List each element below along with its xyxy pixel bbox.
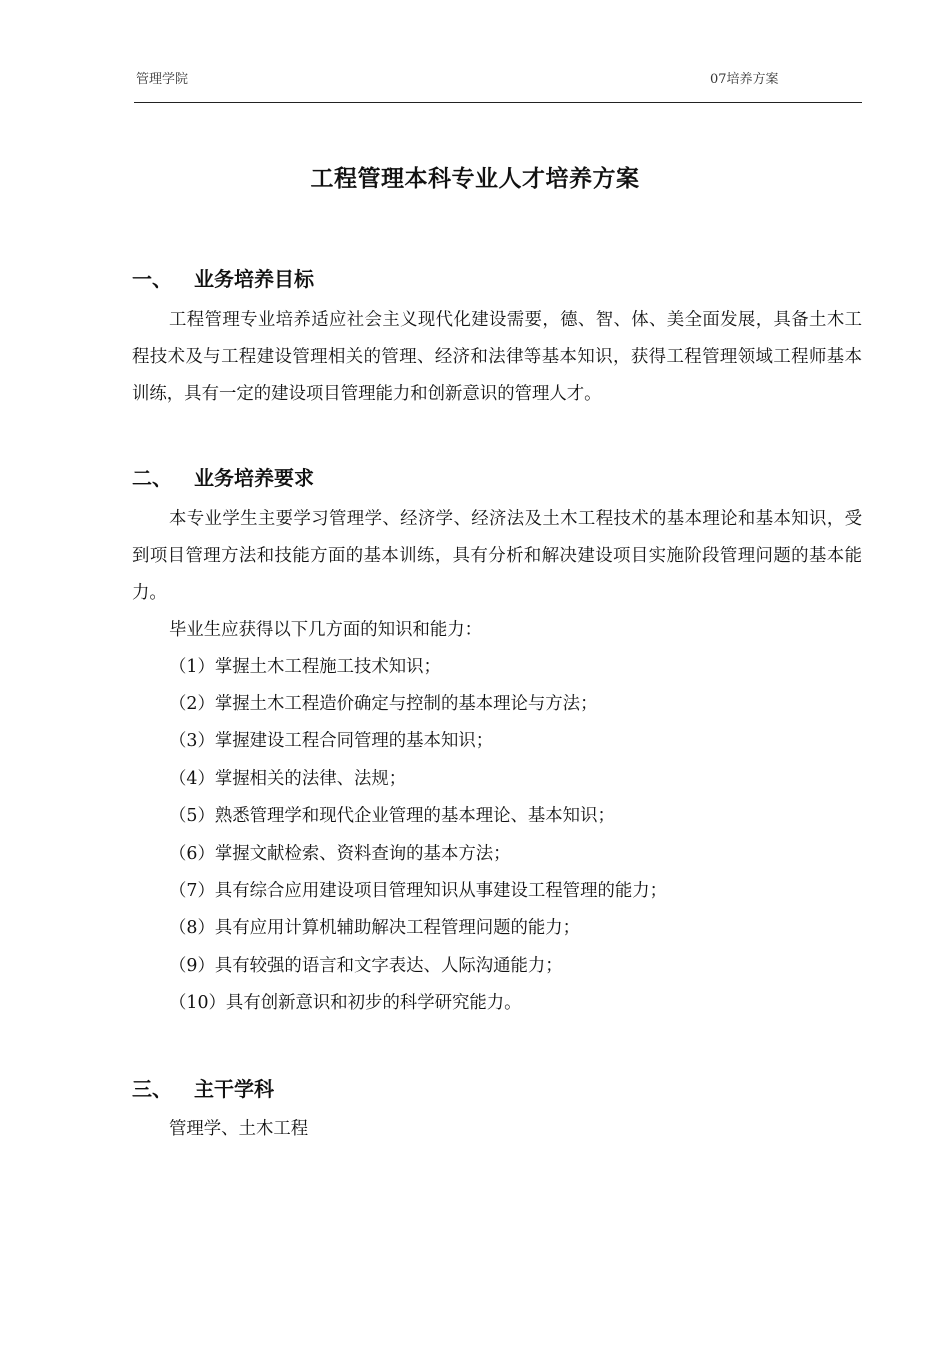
list-text: 掌握土木工程造价确定与控制的基本理论与方法；	[214, 694, 598, 714]
section-heading-1	[132, 263, 314, 292]
list-item	[169, 649, 441, 686]
list-text: 掌握文献检索、资料查询的基本方法；	[214, 844, 511, 864]
list-index: （9）	[169, 956, 215, 976]
list-text: 熟悉管理学和现代企业管理的基本理论、基本知识；	[214, 806, 615, 826]
list-index: （1）	[169, 657, 215, 677]
list-index: （6）	[169, 844, 215, 864]
paragraph: 工程管理专业培养适应社会主义现代化建设需要，德、智、体、美全面发展，具备土木工程技术及与工程建设管理相关的管理、经济和法律等基本知识，获得工程管理领域工程师基本训练，具有一定的建设项目管理能力和创新意识的管理人才。	[132, 310, 862, 404]
header-document-label: 07培养方案	[710, 72, 779, 87]
list-text: 具有创新意识和初步的科学研究能力。	[225, 993, 522, 1013]
section-number: 三、	[132, 1077, 172, 1101]
list-item	[169, 761, 406, 798]
list-item	[169, 836, 511, 873]
list-text: 掌握相关的法律、法规；	[214, 769, 407, 789]
list-item	[169, 873, 667, 910]
paragraph: 本专业学生主要学习管理学、经济学、经济法及土木工程技术的基本理论和基本知识，受到项目管理方法和技能方面的基本训练，具有分析和解决建设项目实施阶段管理问题的基本能力。	[132, 509, 862, 603]
page-header	[134, 66, 862, 103]
list-item	[169, 723, 493, 760]
list-text: 掌握建设工程合同管理的基本知识；	[214, 731, 494, 751]
list-item	[169, 798, 615, 835]
list-index: （5）	[169, 806, 215, 826]
section-title: 业务培养要求	[194, 466, 314, 490]
list-text: 掌握土木工程施工技术知识；	[214, 657, 441, 677]
list-item	[169, 686, 597, 723]
list-index: （2）	[169, 694, 215, 714]
paragraph: 管理学、土木工程	[169, 1119, 309, 1139]
list-index: （7）	[169, 881, 215, 901]
list-index: （4）	[169, 769, 215, 789]
list-text: 具有较强的语言和文字表达、人际沟通能力；	[214, 956, 563, 976]
paragraph: 毕业生应获得以下几方面的知识和能力：	[169, 620, 483, 640]
section-number: 一、	[132, 267, 172, 291]
section-title: 主干学科	[194, 1077, 274, 1101]
section-title: 业务培养目标	[194, 267, 314, 291]
section-heading-3	[132, 1073, 274, 1102]
section-heading-2	[132, 462, 314, 491]
document-title: 工程管理本科专业人才培养方案	[310, 166, 640, 192]
list-index: （10）	[169, 993, 226, 1013]
list-item	[169, 985, 522, 1022]
list-text: 具有综合应用建设项目管理知识从事建设工程管理的能力；	[214, 881, 668, 901]
list-item	[169, 910, 580, 947]
section-number: 二、	[132, 466, 172, 490]
header-department: 管理学院	[136, 72, 189, 87]
list-index: （3）	[169, 731, 215, 751]
list-item	[169, 948, 563, 985]
list-text: 具有应用计算机辅助解决工程管理问题的能力；	[214, 918, 581, 938]
list-index: （8）	[169, 918, 215, 938]
